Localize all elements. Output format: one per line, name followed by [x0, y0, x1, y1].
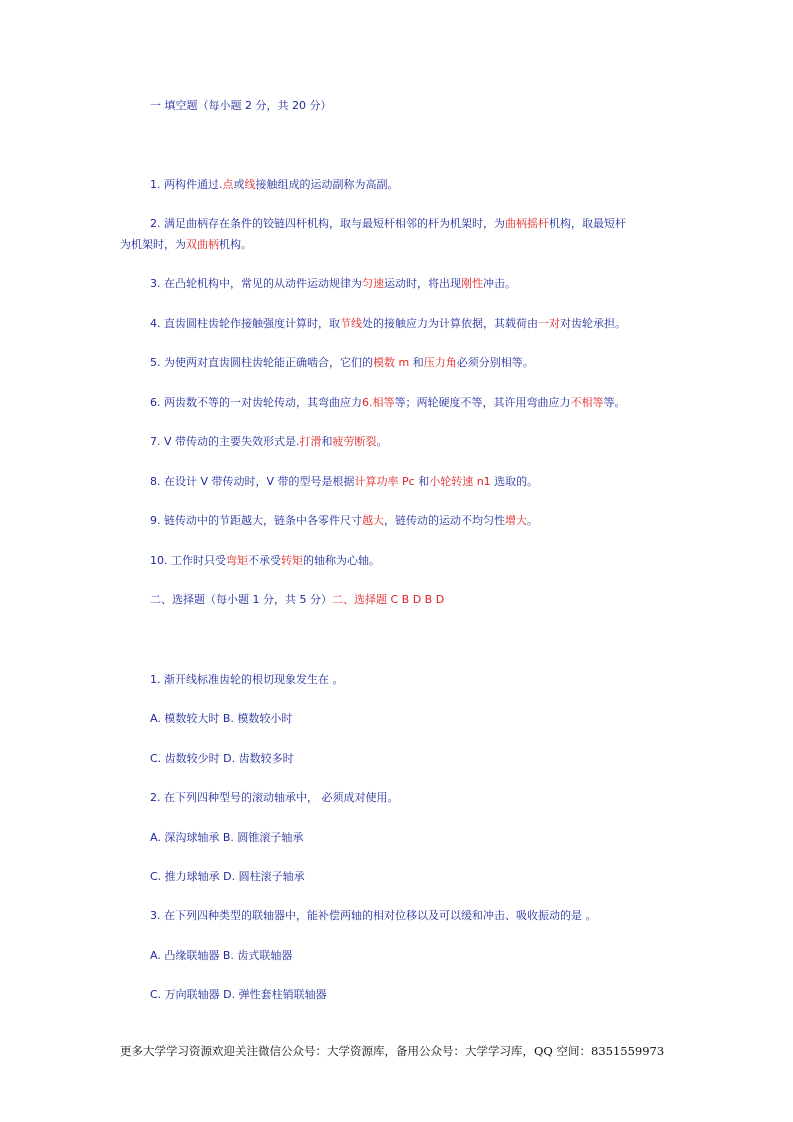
choice-question-3: 3. 在下列四种类型的联轴器中，能补偿两轴的相对位移以及可以缓和冲击、吸收振动的是 。 [150, 909, 597, 922]
question-6: 6. 两齿数不等的一对齿轮传动，其弯曲应力6.相等等；两轮硬度不等，其许用弯曲应力不相等等。 [150, 396, 626, 409]
choice-question-3-options-cd: C. 万向联轴器 D. 弹性套柱销联轴器 [150, 988, 327, 1001]
question-8: 8. 在设计 V 带传动时，V 带的型号是根据计算功率 Pc 和小轮转速 n1 选取的。 [150, 475, 539, 488]
page-footer: 更多大学学习资源欢迎关注微信公众号：大学资源库，备用公众号：大学学习库，QQ 空间：8351559973 [120, 1044, 665, 1058]
section2-answer: 二、选择题 C B D B D [331, 593, 445, 606]
section1-heading: 一 填空题（每小题 2 分，共 20 分） [150, 99, 332, 112]
question-3: 3. 在凸轮机构中，常见的从动件运动规律为匀速运动时，将出现刚性冲击。 [150, 277, 516, 290]
question-7: 7. V 带传动的主要失效形式是.打滑和疲劳断裂。 [150, 435, 388, 448]
choice-question-2-options-cd: C. 推力球轴承 D. 圆柱滚子轴承 [150, 870, 305, 883]
choice-question-1-options-cd: C. 齿数较少时 D. 齿数较多时 [150, 752, 294, 765]
choice-question-1: 1. 渐开线标准齿轮的根切现象发生在 。 [150, 673, 344, 686]
choice-question-2: 2. 在下列四种型号的滚动轴承中， 必须成对使用。 [150, 791, 399, 804]
question-2: 2. 满足曲柄存在条件的铰链四杆机构，取与最短杆相邻的杆为机架时，为曲柄摇杆机构，取最短杆 [150, 217, 626, 230]
section2-heading: 二、选择题（每小题 1 分，共 5 分）二、选择题 C B D B D [150, 593, 445, 606]
question-10: 10. 工作时只受弯矩不承受转矩的轴称为心轴。 [150, 554, 380, 567]
question-9: 9. 链传动中的节距越大，链条中各零件尺寸越大，链传动的运动不均匀性增大。 [150, 514, 538, 527]
question-5: 5. 为使两对直齿圆柱齿轮能正确啮合，它们的模数 m 和压力角必须分别相等。 [150, 356, 534, 369]
choice-question-3-options-ab: A. 凸缘联轴器 B. 齿式联轴器 [150, 949, 293, 962]
choice-question-1-options-ab: A. 模数较大时 B. 模数较小时 [150, 712, 293, 725]
question-4: 4. 直齿圆柱齿轮作接触强度计算时，取节线处的接触应力为计算依据，其载荷由一对对齿轮承担。 [150, 317, 626, 330]
choice-question-2-options-ab: A. 深沟球轴承 B. 圆锥滚子轴承 [150, 831, 304, 844]
question-2-line2: 为机架时，为双曲柄机构。 [120, 238, 252, 251]
question-1: 1. 两构件通过.点或线接触组成的运动副称为高副。 [150, 178, 399, 191]
